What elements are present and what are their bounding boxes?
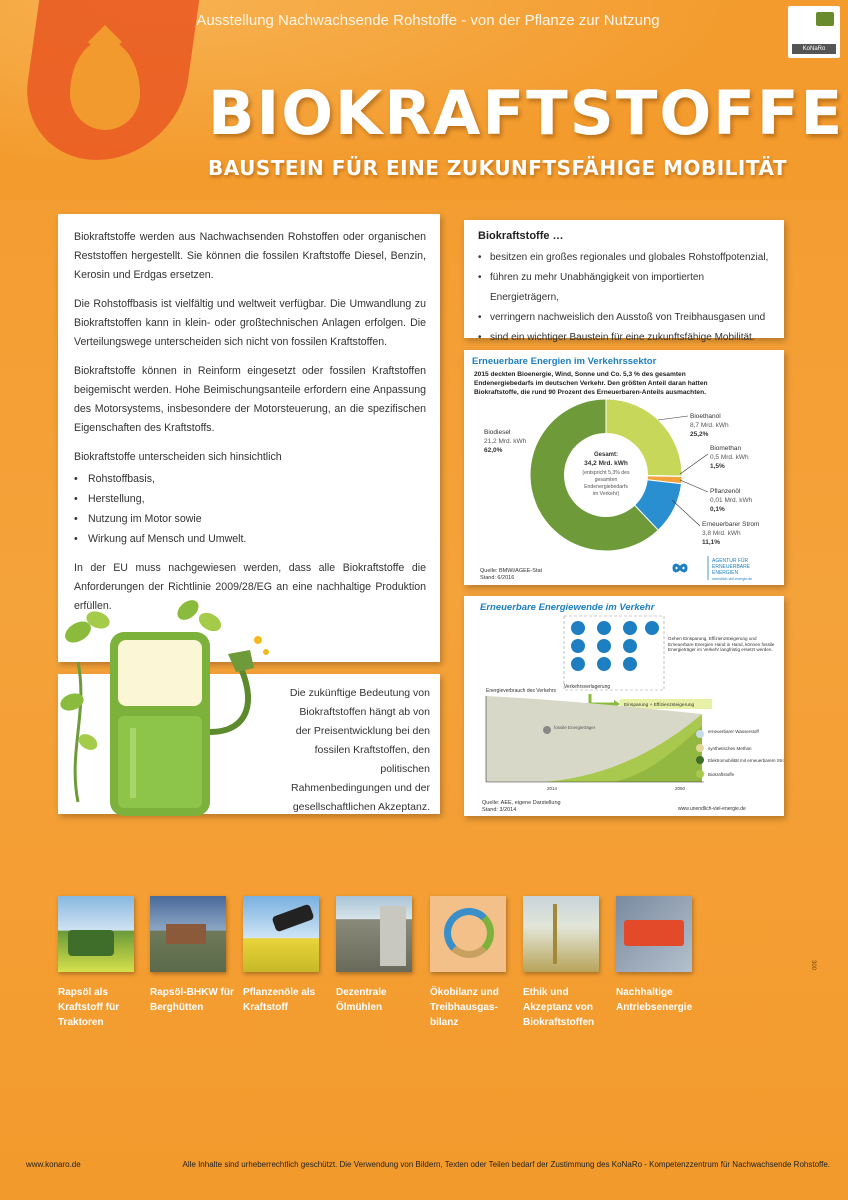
- fuel-drop-icon: [254, 636, 262, 644]
- slice-value: 0,01 Mrd. kWh: [710, 497, 753, 504]
- methane-icon: [696, 744, 704, 752]
- topic-label-oil-mills[interactable]: Dezentrale Ölmühlen: [336, 987, 387, 1013]
- chart-title: Erneuerbare Energiewende im Verkehr: [480, 602, 655, 613]
- intro-paragraph-4: Biokraftstoffe unterscheiden sich hinsichtlich: [74, 451, 282, 463]
- puzzle-icon: [624, 920, 684, 946]
- subway-icon: [623, 657, 637, 671]
- topic-label-sustainable-drive[interactable]: Nachhaltige Antriebsenergie: [616, 987, 693, 1013]
- agency-url: unendlich-viel-energie.de: [712, 577, 753, 581]
- thumb-tractor-image[interactable]: [58, 896, 134, 972]
- agency-line: ERNEUERBARE: [712, 564, 751, 570]
- renewables-donut-chart: [464, 350, 784, 585]
- benefits-list: [478, 248, 770, 348]
- thumb-eco-balance-image[interactable]: [430, 896, 506, 972]
- label-pflanzenoel: [710, 488, 753, 513]
- x-tick-label: 2014: [546, 786, 558, 791]
- slice-percent: 1,5%: [710, 463, 725, 470]
- train-icon: [597, 621, 611, 635]
- label-biomethan: [710, 445, 749, 470]
- konaro-logo: [788, 6, 840, 58]
- chart-annotation: Gehen Einsparung, Effizienzsteigerung und Erneuerbare Energien Hand in Hand, können fossile Energieträger im Verkehr langfristig ersetzt werden.: [668, 636, 775, 653]
- slice-percent: 11,1%: [702, 539, 721, 546]
- nozzle-icon: [271, 904, 314, 933]
- thumb-oil-mill-image[interactable]: [336, 896, 412, 972]
- shift-arrow-icon: [590, 694, 614, 704]
- fuel-drop-icon: [263, 649, 269, 655]
- renewables-transport-chart-panel: [464, 350, 784, 585]
- transport-icons: [571, 621, 659, 671]
- hydrogen-icon: [696, 730, 704, 738]
- energiewende-chart-panel: [464, 596, 784, 816]
- silo-icon: [380, 906, 406, 966]
- topic-label-mountain-huts[interactable]: Rapsöl-BHKW für Berghütten: [150, 987, 234, 1013]
- label-biodiesel: [484, 429, 527, 454]
- pedestrian-icon: [645, 621, 659, 635]
- list-item: • sind ein wichtiger Baustein für eine zukunftsfähige Mobilität.: [478, 328, 770, 348]
- leader-line: [658, 416, 688, 420]
- page-title: BIOKRAFTSTOFFE: [208, 78, 845, 149]
- pump-stripe-icon: [130, 728, 136, 798]
- slice-percent: 0,1%: [710, 506, 725, 513]
- tram-icon: [623, 639, 637, 653]
- list-item: • besitzen ein großes regionales und globales Rohstoffpotenzial,: [478, 248, 770, 268]
- chart-subtitle-line: Biokraftstoffe, die rund 90 Prozent des Erneuerbaren-Anteils ausmachten.: [474, 389, 706, 396]
- wheat-icon: [553, 904, 557, 964]
- fuel-pump-illustration: [58, 592, 278, 822]
- logo-emblem-icon: [816, 12, 834, 26]
- leader-line: [680, 480, 708, 492]
- intro-paragraph-1: Biokraftstoffe werden aus Nachwachsenden Rohstoffen oder organischen Reststoffen hergestellt. Sie können die fossilen Kraftstoffe Diesel, Benzin, Kerosin und Erdgas ersetzen.: [74, 231, 426, 281]
- annotation-box: [668, 636, 780, 676]
- legend-item: erneuerbarer Wasserstoff: [708, 729, 759, 734]
- arrow-label: Einsparung + Effizienzsteigerung: [624, 703, 695, 708]
- list-item: • Nutzung im Motor sowie: [74, 509, 426, 529]
- slice-percent: 62,0%: [484, 447, 503, 454]
- topic-label-ethics[interactable]: Ethik und Akzeptanz von Biokraftstoffen: [523, 987, 595, 1028]
- truck-icon: [571, 639, 585, 653]
- legend-item: synthetisches Methan: [708, 746, 752, 751]
- leaf-icon: [76, 731, 100, 753]
- pump-hose-icon: [210, 662, 248, 732]
- exhibit-title: Ausstellung Nachwachsende Rohstoffe - von der Pflanze zur Nutzung: [196, 12, 660, 29]
- benefits-heading: Biokraftstoffe …: [478, 230, 564, 242]
- agency-line: ENERGIEN: [712, 570, 739, 576]
- chart-source: Quelle: AEE, eigene Darstellung: [482, 800, 561, 806]
- logo-text: KoNaRo: [792, 44, 836, 54]
- thumb-sustainable-drive-image[interactable]: [616, 896, 692, 972]
- list-item: • Herstellung,: [74, 489, 426, 509]
- chart-date: Stand: 6/2016: [480, 575, 515, 581]
- pump-text: Die zukünftige Bedeutung von Biokraftstoffen hängt ab von der Preisentwicklung bei den fossilen Kraftstoffen, den politischen Rahmenbedingungen und der gesellschaftlichen Akzeptanz.: [289, 687, 430, 813]
- y-axis-label: Energieverbrauch des Verkehrs: [486, 688, 557, 694]
- chart-subtitle-line: 2015 deckten Bioenergie, Wind, Sonne und Co. 5,3 % des gesamten: [474, 371, 686, 378]
- legend-item: Elektromobilität mit erneuerbarem Strom: [708, 758, 784, 763]
- shift-label: Verkehrsverlagerung: [564, 684, 611, 690]
- benefits-panel: [464, 220, 784, 343]
- vine-icon: [75, 662, 81, 802]
- topic-label-tractors[interactable]: Rapsöl als Kraftstoff für Traktoren: [58, 987, 120, 1028]
- electric-icon: [696, 756, 704, 764]
- topic-label-plant-oils[interactable]: Pflanzenöle als Kraftstoff: [243, 987, 316, 1013]
- x-tick-label: 2050: [674, 786, 686, 791]
- chart-subtitle-line: Endenergiebedarfs im deutschen Verkehr. Den größten Anteil daran hatten: [474, 380, 708, 387]
- slice-name: Biodiesel: [484, 429, 511, 436]
- chart-legend: [696, 729, 784, 778]
- bicycle-icon: [623, 621, 637, 635]
- center-note: gesamten: [594, 477, 618, 483]
- label-bioethanol: [690, 413, 729, 438]
- label-strom: [702, 521, 759, 546]
- tractor-icon: [68, 930, 114, 956]
- slice-value: 21,2 Mrd. kWh: [484, 438, 527, 445]
- list-item: • Rohstoffbasis,: [74, 469, 426, 489]
- infinity-logo-icon: [674, 565, 686, 571]
- plane-icon: [571, 657, 585, 671]
- legend-item: Biokraftstoffe: [708, 772, 735, 777]
- recycle-icon: [444, 908, 494, 958]
- chart-url: www.unendlich-viel-energie.de: [678, 806, 746, 812]
- ship-icon: [597, 657, 611, 671]
- list-item: • Wirkung auf Mensch und Umwelt.: [74, 529, 426, 549]
- leader-line: [672, 500, 700, 526]
- slice-value: 8,7 Mrd. kWh: [690, 422, 729, 429]
- leader-line: [680, 454, 708, 474]
- footer-website-link[interactable]: www.konaro.de: [26, 1160, 81, 1169]
- fossil-label: fossile Energieträger: [554, 725, 596, 730]
- thumb-plant-oil-image[interactable]: [243, 896, 319, 972]
- topic-label-eco-balance[interactable]: Ökobilanz und Treibhausgas-bilanz: [430, 987, 499, 1028]
- bus-icon: [597, 639, 611, 653]
- car-icon: [571, 621, 585, 635]
- slice-value: 3,8 Mrd. kWh: [702, 530, 741, 537]
- thumb-ethics-image[interactable]: [523, 896, 599, 972]
- side-code: 300: [810, 959, 817, 971]
- slice-name: Pflanzenöl: [710, 488, 741, 495]
- list-item: • verringern nachweislich den Ausstoß von Treibhausgasen und: [478, 308, 770, 328]
- chart-source: Quelle: BMWi/AGEE-Stat: [480, 568, 543, 574]
- slice-value: 0,5 Mrd. kWh: [710, 454, 749, 461]
- list-item: • führen zu mehr Unabhängigkeit von importierten Energieträgern,: [478, 268, 770, 308]
- intro-paragraph-3: Biokraftstoffe können in Reinform eingesetzt oder fossilen Kraftstoffen beigemischt werden. Hohe Beimischungsanteile erfordern eine Anpassung des Motorsystems, insbesondere der Motorsteuerung, an die spezifischen Eigenschaften des Kraftstoffs.: [74, 365, 426, 434]
- slice-percent: 25,2%: [690, 431, 709, 438]
- footer-copyright: Alle Inhalte sind urheberrechtlich geschützt. Die Verwendung von Bildern, Texten oder Teilen bedarf der Zustimmung des KoNaRo - Kompetenzzentrum für Nachwachsende Rohstoffe.: [182, 1160, 830, 1169]
- hut-icon: [166, 924, 206, 944]
- agency-line: AGENTUR FÜR: [712, 558, 749, 564]
- center-total: 34,2 Mrd. kWh: [584, 460, 628, 467]
- center-note: (entspricht 5,3% des: [582, 470, 630, 476]
- thumb-mountain-hut-image[interactable]: [150, 896, 226, 972]
- slice-name: Biomethan: [710, 445, 742, 452]
- center-note: Endenergiebedarfs: [584, 484, 628, 490]
- slice-name: Bioethanol: [690, 413, 721, 420]
- center-label: Gesamt:: [593, 452, 619, 458]
- intro-paragraph-2: Die Rohstoffbasis ist vielfältig und weltweit verfügbar. Die Umwandlung zu Biokraftstoffen kann in klein- oder großtechnischen Anlagen erfolgen. Die Verteilungswege unterscheiden sich nicht von fossilen Kraftstoffen.: [74, 298, 426, 348]
- center-note: im Verkehr): [592, 491, 620, 497]
- leaf-icon: [174, 596, 203, 624]
- pump-display-icon: [118, 640, 202, 706]
- biofuel-icon: [696, 770, 704, 778]
- leaf-icon: [196, 609, 225, 635]
- page-subtitle: BAUSTEIN FÜR EINE ZUKUNFTSFÄHIGE MOBILITÄT: [208, 156, 788, 180]
- aspects-list: [74, 469, 426, 549]
- chart-date: Stand: 3/2014: [482, 807, 517, 813]
- energiewende-area-chart: [464, 596, 784, 816]
- nozzle-icon: [228, 650, 254, 672]
- fossil-icon: [543, 726, 551, 734]
- slice-name: Erneuerbarer Strom: [702, 521, 760, 528]
- intro-paragraph-5: In der EU muss nachgewiesen werden, dass alle Biokraftstoffe die Anforderungen der Richtlinie 2009/28/EG an eine nachhaltige Produktion erfüllen.: [74, 562, 426, 612]
- chart-title: Erneuerbare Energien im Verkehrssektor: [472, 356, 657, 367]
